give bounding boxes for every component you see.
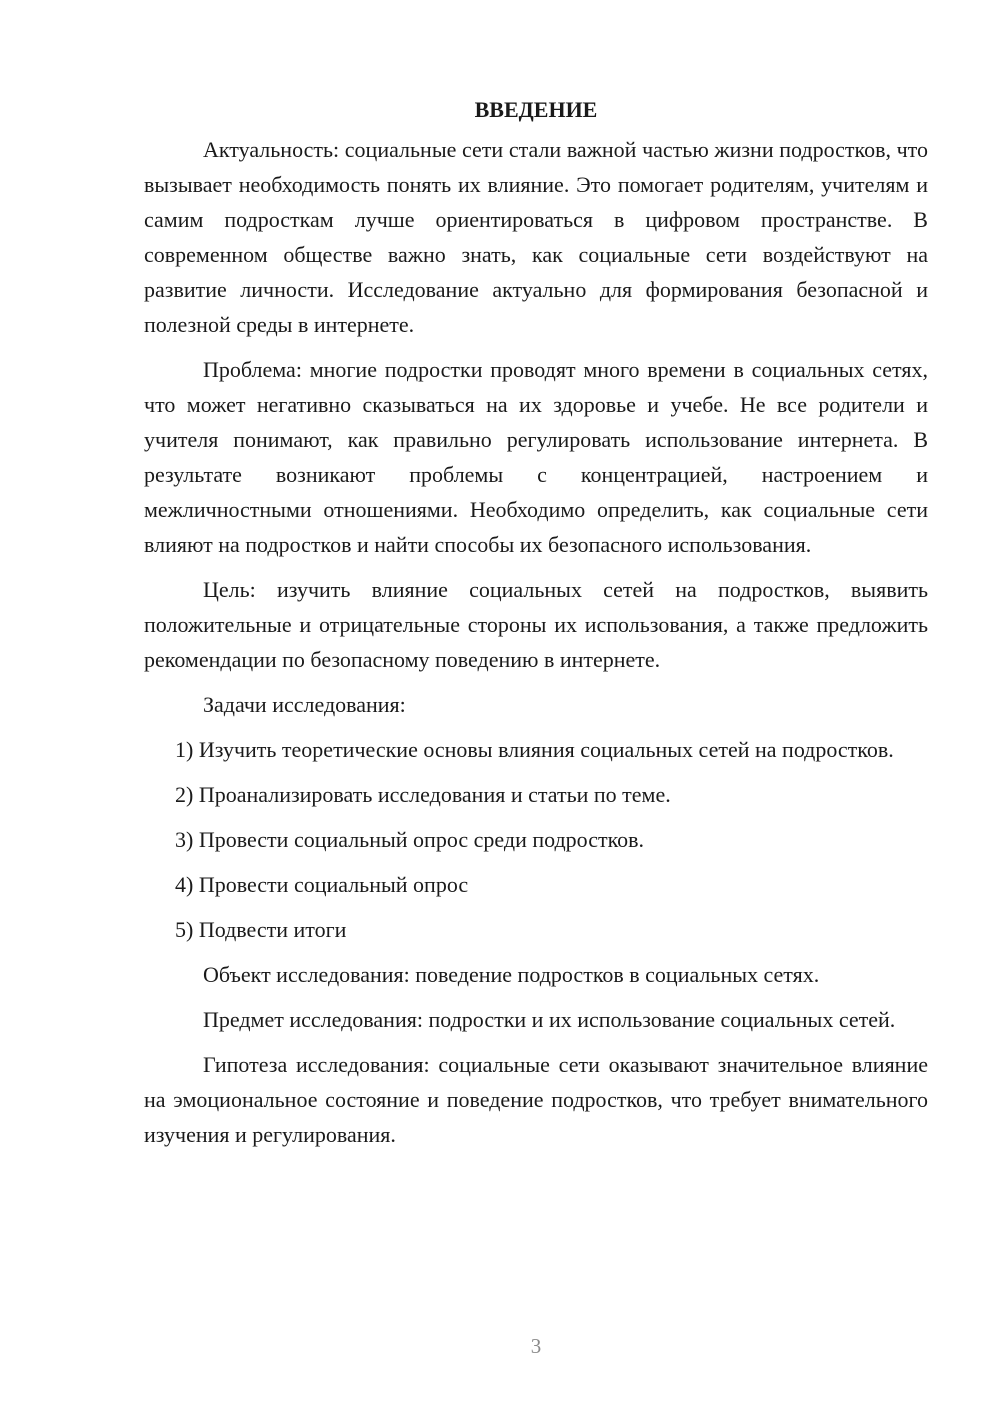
- goal-paragraph: Цель: изучить влияние социальных сетей на подростков, выявить положительные и отрицательные стороны их использования, а также предложить рекомендации по безопасному поведению в интернете.: [144, 577, 928, 672]
- task-item-1: 1) Изучить теоретические основы влияния социальных сетей на подростков.: [175, 737, 894, 762]
- relevance-paragraph: Актуальность: социальные сети стали важной частью жизни подростков, что вызывает необходимость понять их влияние. Это помогает родителям, учителям и самим подросткам лучше ориентироваться в цифровом пространстве. В современном обществе важно знать, как социальные сети воздействуют на развитие личности. Исследование актуально для формирования безопасной и полезной среды в интернете.: [144, 137, 928, 337]
- hypothesis-paragraph: Гипотеза исследования: социальные сети оказывают значительное влияние на эмоциональное состояние и поведение подростков, что требует внимательного изучения и регулирования.: [144, 1052, 928, 1147]
- task-item-4: 4) Провести социальный опрос: [175, 872, 469, 897]
- object-paragraph: Объект исследования: поведение подростков в социальных сетях.: [203, 962, 820, 987]
- subject-paragraph: Предмет исследования: подростки и их использование социальных сетей.: [203, 1007, 896, 1032]
- task-item-2: 2) Проанализировать исследования и статьи по теме.: [175, 782, 671, 807]
- page-number: 3: [530, 1334, 542, 1358]
- task-item-3: 3) Провести социальный опрос среди подростков.: [175, 827, 645, 852]
- page-content: [144, 92, 928, 1162]
- problem-paragraph: Проблема: многие подростки проводят много времени в социальных сетях, что может негативно сказываться на их здоровье и учебе. Не все родители и учителя понимают, как правильно регулировать использование интернета. В результате возникают проблемы с концентрацией, настроением и межличностными отношениями. Необходимо определить, как социальные сети влияют на подростков и найти способы их безопасного использования.: [144, 357, 928, 557]
- task-item-5: 5) Подвести итоги: [175, 917, 347, 942]
- section-heading: ВВЕДЕНИЕ: [474, 97, 598, 122]
- tasks-label: Задачи исследования:: [203, 692, 406, 717]
